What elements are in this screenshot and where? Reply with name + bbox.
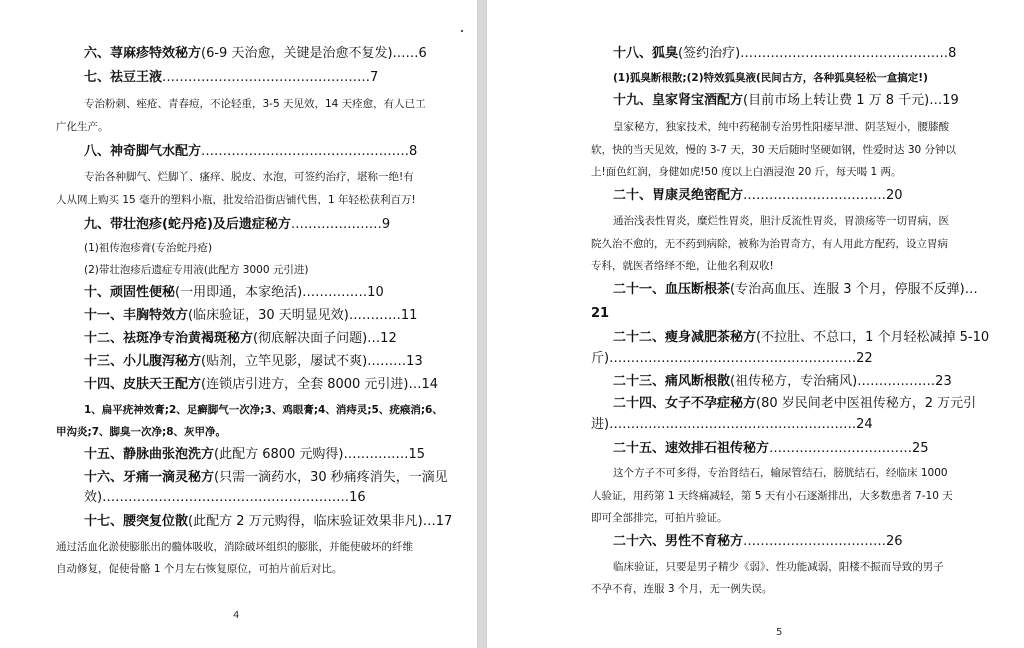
body-text: 通过活血化淤使膨胀出的髓体吸收，消除破坏组织的膨胀，并能使破坏的纤维	[56, 541, 413, 553]
entry-page-ref: …17	[422, 514, 453, 529]
entry-page-ref: ……………10	[302, 285, 384, 300]
toc-entry	[84, 469, 448, 487]
entry-title: 十九、皇家肾宝酒配方	[613, 93, 744, 108]
entry-title: 十七、腰突复位散	[84, 514, 189, 529]
body-text: 通治浅表性胃炎，糜烂性胃炎，胆汁反流性胃炎，胃溃疡等一切胃病，医	[613, 215, 949, 227]
body-text: 院久治不愈的，无不药到病除，被称为治胃奇方，有人用此方配药，设立胃病	[591, 238, 948, 250]
entry-note: (临床验证，30 天明显见效)	[188, 308, 349, 323]
body-text: 上!面色红润，身健如虎!50 度以上白酒浸泡 20 斤，每天喝 1 两。	[591, 166, 902, 178]
body-text: 即可全部排完，可拍片验证。	[591, 512, 728, 524]
entry-note: 效)	[84, 490, 103, 505]
body-text: 皇家秘方，独家技术，纯中药秘制专治男性阳痿早泄、阴茎短小，腰膝酸	[613, 121, 949, 133]
body-text: 1、扁平疣神效膏;2、足癣脚气一次净;3、鸡眼膏;4、消痔灵;5、疣瘊消;6、	[84, 404, 443, 416]
entry-note: (此配方 2 万元购得，临床验证效果非凡)	[188, 514, 423, 529]
entry-page-ref: …………………………………………8	[740, 46, 957, 61]
entry-note: (祖传秘方，专治痛风)	[730, 374, 858, 389]
entry-page-ref: …………………………………………8	[201, 144, 418, 159]
toc-entry-continued	[591, 305, 609, 323]
entry-page-ref: …………………9	[290, 217, 391, 232]
toc-entry	[613, 395, 976, 413]
left-page	[0, 0, 478, 648]
page-gutter	[478, 0, 486, 648]
body-text: 自动修复，促使骨骼 1 个月左右恢复原位，可拍片前后对比。	[56, 563, 343, 575]
body-text: (1)狐臭断根散;(2)特效狐臭液(民间古方，各种狐臭轻松一盒搞定!)	[613, 72, 928, 84]
toc-entry	[613, 281, 978, 299]
entry-title: 二十一、血压断根茶	[613, 282, 731, 297]
entry-note: (一用即通，本家绝活)	[175, 285, 303, 300]
entry-page-ref: …………………………………………………24	[609, 417, 873, 432]
entry-title: 二十五、速效排石祖传秘方	[613, 441, 770, 456]
toc-entry	[84, 284, 384, 302]
body-text: 专治各种脚气、烂脚丫、瘙痒、脱皮、水泡，可签约治疗，堪称一绝!有	[84, 171, 414, 183]
entry-note: (不拉肚、不总口，1 个月轻松减掉 5-10	[756, 330, 990, 345]
entry-title: 九、带壮泡疹(蛇丹疮)及后遗症秘方	[84, 217, 291, 232]
body-text: (1)祖传泡疹膏(专治蛇丹疮)	[84, 242, 213, 254]
toc-entry	[84, 45, 427, 63]
body-text: 不孕不育，连服 3 个月，无一例失误。	[591, 583, 773, 595]
right-page	[486, 0, 1024, 648]
entry-page-ref: ……………………………26	[743, 534, 903, 549]
toc-entry-continued	[84, 489, 366, 507]
toc-entry	[613, 440, 929, 458]
entry-title: 十一、丰胸特效方	[84, 308, 189, 323]
entry-note: (此配方 6800 元购得)	[214, 447, 344, 462]
entry-note: (6-9 天治愈，关键是治愈不复发)	[201, 46, 393, 61]
toc-entry-continued	[591, 416, 873, 434]
toc-entry-continued	[591, 350, 873, 368]
toc-entry	[84, 216, 390, 234]
entry-page-ref: ……………………………25	[769, 441, 929, 456]
entry-page-ref: …12	[367, 331, 397, 346]
entry-page-ref: …………11	[348, 308, 418, 323]
toc-entry	[613, 45, 956, 63]
entry-title: 二十三、痛风断根散	[613, 374, 731, 389]
entry-page-ref: …………………………………………7	[162, 70, 379, 85]
entry-page-ref: …	[964, 282, 978, 297]
entry-note: 斤)	[591, 351, 610, 366]
entry-page-ref: …19	[929, 93, 959, 108]
entry-note: (只需一滴药水，30 秒痛疼消失，一滴见	[214, 470, 448, 485]
toc-entry	[613, 533, 903, 551]
scan-dot	[461, 30, 463, 32]
toc-entry	[613, 92, 959, 110]
toc-entry	[84, 513, 452, 531]
toc-entry	[613, 373, 952, 391]
entry-title: 十、顽固性便秘	[84, 285, 176, 300]
entry-page-ref: ……………………………20	[743, 188, 903, 203]
entry-title: 二十四、女子不孕症秘方	[613, 396, 757, 411]
body-text: 人验证，用药第 1 天终痛减轻，第 5 天有小石逐渐排出，大多数患者 7-10 天	[591, 490, 953, 502]
toc-entry	[84, 446, 425, 464]
entry-note: (专治高血压、连服 3 个月，停服不反弹)	[730, 282, 965, 297]
toc-entry	[84, 307, 417, 325]
page-number: 5	[776, 627, 783, 638]
entry-title: 十六、牙痛一滴灵秘方	[84, 470, 215, 485]
entry-note: (贴剂，立竿见影，屡试不爽)	[201, 354, 368, 369]
entry-title: 十五、静脉曲张泡洗方	[84, 447, 215, 462]
entry-page-ref: ………13	[367, 354, 423, 369]
entry-title: 二十二、瘦身减肥茶秘方	[613, 330, 757, 345]
toc-entry	[84, 330, 397, 348]
entry-note: (彻底解决面子问题)	[253, 331, 368, 346]
body-text: 临床验证，只要是男子精少《弱》、性功能减弱，阳楼不振而导致的男子	[613, 561, 944, 573]
toc-entry	[84, 69, 378, 87]
toc-entry	[84, 376, 438, 394]
entry-page-ref: ………………23	[857, 374, 952, 389]
page-number: 4	[233, 610, 240, 621]
entry-page-ref: ……6	[392, 46, 427, 61]
entry-page-ref: ……………15	[343, 447, 426, 462]
entry-title: 七、祛豆王液	[84, 70, 163, 85]
entry-title: 十二、祛斑净专治黄褐斑秘方	[84, 331, 254, 346]
entry-title: 十四、皮肤天王配方	[84, 377, 202, 392]
body-text: 广化生产。	[56, 121, 109, 133]
body-text: 专科，就医者络绎不绝，让他名利双收!	[591, 260, 774, 272]
body-text: 人从网上购买 15 毫升的塑料小瓶，批发给沿街店铺代售，1 年轻松获利百万!	[56, 194, 416, 206]
body-text: 甲沟炎;7、脚臭一次净;8、灰甲净。	[56, 426, 227, 438]
toc-entry	[613, 329, 989, 347]
entry-note: (目前市场上转让费 1 万 8 千元)	[743, 93, 930, 108]
entry-page-ref: …14	[408, 377, 439, 392]
body-text: 这个方子不可多得，专治肾结石，输尿管结石，膀胱结石，经临床 1000	[613, 467, 948, 479]
entry-title: 六、荨麻疹特效秘方	[84, 46, 202, 61]
entry-page-ref: …………………………………………………22	[609, 351, 873, 366]
entry-note: (签约治疗)	[678, 46, 741, 61]
entry-title: 十三、小儿腹泻秘方	[84, 354, 202, 369]
body-text: 软，快的当天见效，慢的 3-7 天，30 天后随时坚硬如钢，性爱时达 30 分钟以	[591, 144, 957, 156]
entry-page-ref: …………………………………………………16	[102, 490, 366, 505]
entry-page-ref: 21	[591, 306, 610, 321]
toc-entry	[84, 353, 423, 371]
body-text: (2)带壮泡疹后遗症专用液(此配方 3000 元引进)	[84, 264, 309, 276]
entry-title: 八、神奇脚气水配方	[84, 144, 202, 159]
body-text: 专治粉刺、痤疮、青春痘，不论轻重，3-5 天见效，14 天痊愈，有人已工	[84, 98, 426, 110]
toc-entry	[613, 187, 903, 205]
entry-note: (80 岁民间老中医祖传秘方，2 万元引	[756, 396, 977, 411]
entry-title: 二十六、男性不育秘方	[613, 534, 744, 549]
entry-note: 进)	[591, 417, 610, 432]
entry-title: 二十、胃康灵绝密配方	[613, 188, 744, 203]
entry-title: 十八、狐臭	[613, 46, 679, 61]
toc-entry	[84, 143, 417, 161]
entry-note: (连锁店引进方，全套 8000 元引进)	[201, 377, 409, 392]
